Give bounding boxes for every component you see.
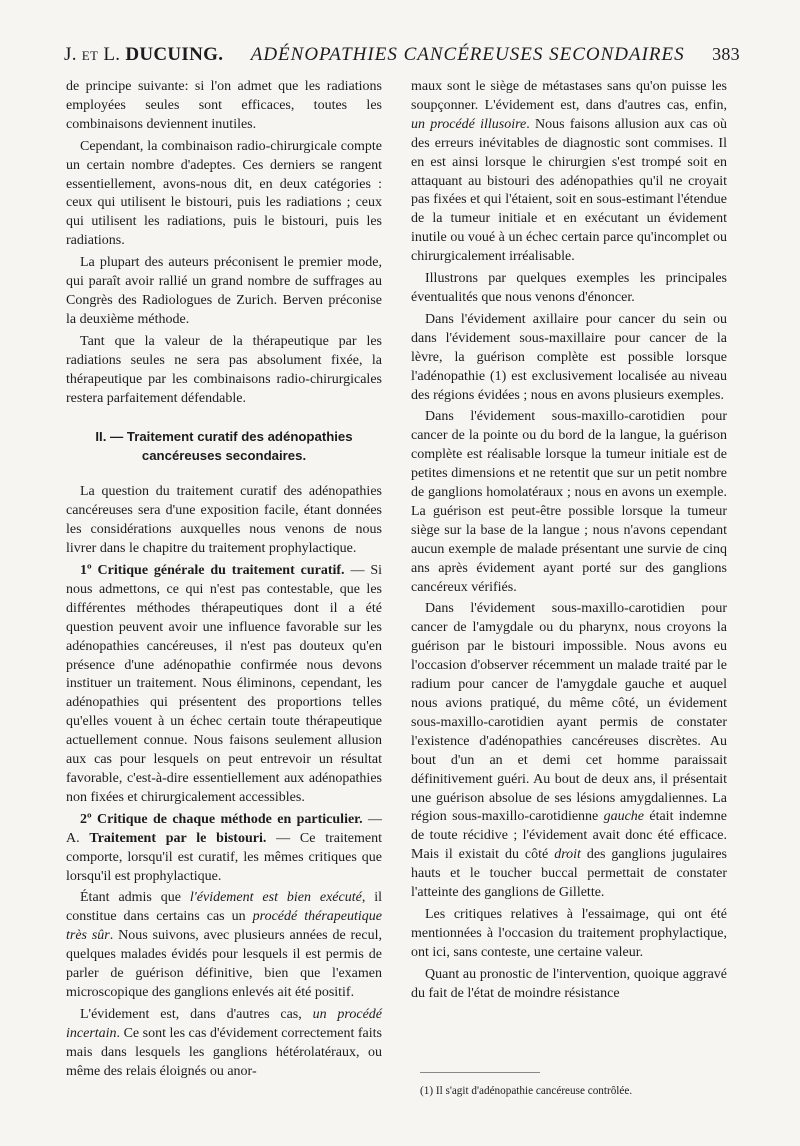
paragraph: 1º Critique générale du traitement curatif. — Si nous admettons, ce qui n'est pas contestable, que les différentes méthodes thérapeutiques dont il a été question peuvent avoir une influence favorable sur les adénopathies cancéreuses, il n'est pas douteux qu'en présence d'une adénopathie confirmée nous devons instituer un traitement. Nous éliminons, cependant, les adénopathies qui présentent des proportions telles qu'elles vouent à un échec certain toute thérapeutique actuellement connue. Nous faisons seulement allusion aux cas pour lesquels on peut entrevoir un résultat favorable, c'est-à-dire essentiellement aux adénopathies non fixées et chirurgicalement accessibles. xyxy=(66,563,382,805)
header-authors: J. et L. DUCUING. xyxy=(64,44,224,65)
paragraph: Cependant, la combinaison radio-chirurgicale compte un certain nombre d'adeptes. Ces derniers se rangent essentiellement, avons-nous dit, en deux catégories : ceux qui utilisent le bistouri, puis les radiations ; ceux qui utilisent les radiations, puis le bistouri, puis les radiations. xyxy=(66,138,382,249)
section-heading: II. — Traitement curatif des adénopathies cancéreuses secondaires. xyxy=(95,429,353,464)
paragraph: Dans l'évidement axillaire pour cancer du sein ou dans l'évidement sous-maxillaire pour cancer de la lèvre, la guérison complète est possible lorsque l'adénopathie (1) est exclusivement localisée au niveau des régions évidées ; nous en avons plusieurs exemples. xyxy=(411,311,727,403)
paragraph: maux sont le siège de métastases sans qu'on puisse les soupçonner. L'évidement est, dans d'autres cas, enfin, un procédé illusoire. Nous faisons allusion aux cas où des erreurs inévitables de diagnostic sont commises. Il en est ainsi lorsque le chirurgien s'est trompé soit en attaquant au bistouri des adénopathies qu'il ne croyait pas fixées et qui l'étaient, soit en sous-estimant l'étendue de la tumeur initiale et en exécutant un évidement inutile ou voué à un échec certain parce qu'incomplet ou chirurgicalement irréalisable. xyxy=(411,79,727,265)
paragraph: La plupart des auteurs préconisent le premier mode, qui paraît avoir rallié un grand nombre de suffrages au Congrès des Radiologues de Zurich. Berven préconise la deuxième méthode. xyxy=(66,255,382,327)
paragraph: Quant au pronostic de l'intervention, quoique aggravé du fait de l'état de moindre résistance xyxy=(411,966,727,1001)
paragraph: Les critiques relatives à l'essaimage, qui ont été mentionnées à l'occasion du traitement prophylactique, ont ici, sans conteste, une certaine valeur. xyxy=(411,906,727,960)
subsection-heading: Traitement par le bistouri. xyxy=(89,830,267,846)
paragraph: Dans l'évidement sous-maxillo-carotidien pour cancer de la pointe ou du bord de la langue, la guérison complète est réalisable lorsque la tumeur initiale est de petites dimensions et ne retentit que sur un petit nombre de ganglions homolatéraux ; nous en avons un exemple. La guérison est peut-être possible lorsque la tumeur siège sur la base de la langue ; nous n'avons cependant aucun exemple de malade présentant une survie de cinq ans après évidement ayant porté sur des ganglions cancéreux vérifiés. xyxy=(411,409,727,595)
paragraph: Étant admis que l'évidement est bien exécuté, il constitue dans certains cas un procédé thérapeutique très sûr. Nous suivons, avec plusieurs années de recul, quelques malades évidés pour lesquels il est permis de parler de guérison définitive, bien que l'examen microscopique des ganglions enlevés ait été positif. xyxy=(66,890,383,1000)
subsection-heading: 1º Critique générale du traitement curatif. xyxy=(80,563,345,579)
page-number: 383 xyxy=(712,44,740,64)
subsection-heading: 2º Critique de chaque méthode en particulier. xyxy=(80,811,363,827)
paragraph: La question du traitement curatif des adénopathies cancéreuses sera d'une exposition facile, étant données les considérations auxquelles nous venons de nous livrer dans le chapitre du traitement prophylactique. xyxy=(66,484,382,557)
footnote-rule xyxy=(420,1072,540,1073)
paragraph: Illustrons par quelques exemples les principales éventualités que nous venons d'énoncer. xyxy=(411,271,727,305)
paragraph: 2º Critique de chaque méthode en particulier. — A. Traitement par le bistouri. — Ce traitement comporte, lorsqu'il est curatif, les mêmes critiques que lorsqu'il est prophylactique. xyxy=(66,811,382,884)
paragraph: de principe suivante: si l'on admet que les radiations employées seules sont efficaces, toutes les combinaisons deviennent inutiles. xyxy=(66,79,382,132)
right-column xyxy=(411,78,727,1007)
paragraph: Tant que la valeur de la thérapeutique par les radiations seules ne sera pas absolument fixée, la thérapeutique par les combinaisons radio-chirurgicales restera parfaitement défendable. xyxy=(66,333,382,406)
left-column xyxy=(66,78,382,1085)
running-header xyxy=(64,44,740,66)
paragraph: Dans l'évidement sous-maxillo-carotidien pour cancer de l'amygdale ou du pharynx, nous croyons la guérison par le bistouri impossible. Nous avons eu l'occasion d'observer récemment un malade traité par le radium pour cancer de l'amygdale gauche et auquel nous avions pratiqué, du même côté, un évidement sous-maxillo-carotidien ayant permis de constater l'existence d'adénopathies cancéreuses discrètes. Au bout d'un an et demi cet homme paraissait définitivement guéri. Au bout de deux ans, il présentait une guérison absolue de ses lésions amygdaliennes. La région sous-maxillo-carotidienne gauche était indemne de toute récidive ; l'évidement avait donc été efficace. Mais il existait du côté droit des ganglions jugulaires hauts et le toucher buccal permettait de constater l'atteinte des ganglions de Gillette. xyxy=(411,601,728,901)
paragraph: L'évidement est, dans d'autres cas, un procédé incertain. Ce sont les cas d'évidement correctement faits mais dans lesquels les ganglions hétérolatéraux, ou même des relais éloignés ou anor- xyxy=(66,1006,382,1079)
footnote: (1) Il s'agit d'adénopathie cancéreuse contrôlée. xyxy=(420,1085,633,1097)
header-title: ADÉNOPATHIES CANCÉREUSES SECONDAIRES xyxy=(250,44,685,65)
